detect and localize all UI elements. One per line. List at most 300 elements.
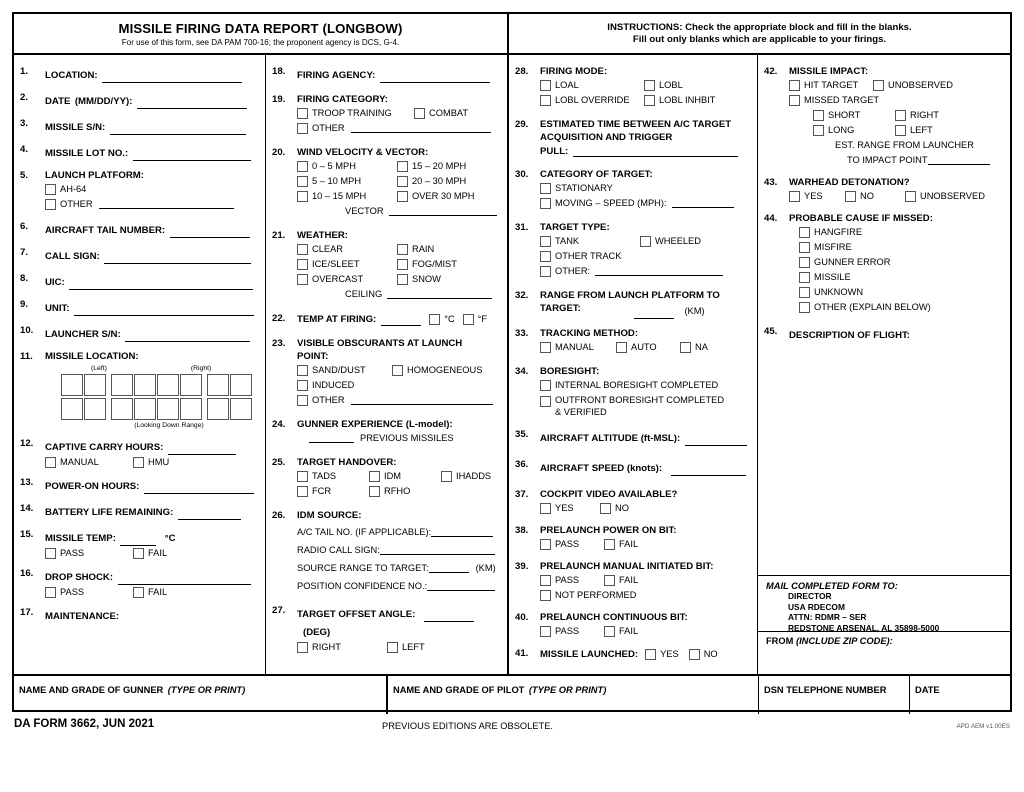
checkbox-icon[interactable] xyxy=(463,314,474,325)
est-range-input[interactable] xyxy=(928,153,990,165)
checkbox-option-auto[interactable] xyxy=(616,340,680,355)
field-prelaunch-manual-initiated-bit xyxy=(515,560,751,603)
checkbox-option-celsius[interactable] xyxy=(429,312,454,327)
checkbox-option-tads[interactable] xyxy=(297,469,369,484)
checkbox-icon[interactable] xyxy=(297,274,308,285)
checkbox-icon[interactable] xyxy=(441,471,452,482)
checkbox-icon[interactable] xyxy=(45,457,56,468)
checkbox-icon[interactable] xyxy=(397,176,408,187)
option-label: LOBL INHBIT xyxy=(659,95,716,105)
checkbox-option-unknown[interactable] xyxy=(799,285,863,300)
checkbox-icon[interactable] xyxy=(397,244,408,255)
checkbox-option-hangfire[interactable] xyxy=(799,225,862,240)
checkbox-option-overcast[interactable] xyxy=(297,272,397,287)
checkbox-icon[interactable] xyxy=(397,274,408,285)
firing-agency-input[interactable] xyxy=(380,71,490,83)
checkbox-icon[interactable] xyxy=(297,244,308,255)
checkbox-icon[interactable] xyxy=(905,191,916,202)
checkbox-icon[interactable] xyxy=(45,548,56,559)
checkbox-icon[interactable] xyxy=(540,626,551,637)
position-confidence-label: POSITION CONFIDENCE NO.: xyxy=(297,581,428,591)
checkbox-icon[interactable] xyxy=(297,395,308,406)
checkbox-icon[interactable] xyxy=(640,236,651,247)
captive-carry-hours-input[interactable] xyxy=(168,443,236,455)
checkbox-icon[interactable] xyxy=(680,342,691,353)
item-number: 4. xyxy=(20,144,29,155)
field-launcher-sn xyxy=(20,324,259,342)
unit-input[interactable] xyxy=(74,304,254,316)
missile-station-box[interactable] xyxy=(111,374,133,396)
missile-sn-input[interactable] xyxy=(110,123,246,135)
option-label: UNOBSERVED xyxy=(920,191,985,201)
checkbox-option-snow[interactable] xyxy=(397,272,441,287)
ceiling-input[interactable] xyxy=(387,287,492,299)
checkbox-option-induced[interactable] xyxy=(297,378,354,393)
location-input[interactable] xyxy=(102,71,242,83)
checkbox-option-manual[interactable] xyxy=(45,455,133,470)
mail-to-line-3: ATTN: RDMR – SER xyxy=(788,612,867,622)
item-number: 41. xyxy=(515,648,529,659)
checkbox-option-wind-5-10[interactable] xyxy=(297,174,397,189)
option-label: FAIL xyxy=(619,575,639,585)
checkbox-icon[interactable] xyxy=(540,396,551,407)
checkbox-icon[interactable] xyxy=(604,539,615,550)
missile-station-box[interactable] xyxy=(157,398,179,420)
instructions-line-2: Fill out only blanks which are applicable to your firings. xyxy=(632,34,887,45)
checkbox-option-ah64[interactable] xyxy=(45,182,86,197)
item-number: 19. xyxy=(272,94,286,105)
field-label: CATEGORY OF TARGET: xyxy=(540,169,653,180)
checkbox-icon[interactable] xyxy=(895,125,906,136)
checkbox-icon[interactable] xyxy=(799,242,810,253)
checkbox-option-lobl-override[interactable] xyxy=(540,93,644,108)
field-firing-agency xyxy=(272,65,501,83)
checkbox-icon[interactable] xyxy=(799,227,810,238)
missile-station-box[interactable] xyxy=(207,398,229,420)
checkbox-option-no[interactable] xyxy=(600,501,629,516)
missile-station-box[interactable] xyxy=(111,398,133,420)
field-label: GUNNER EXPERIENCE (L-model): xyxy=(297,419,453,430)
checkbox-option-fail[interactable] xyxy=(604,624,638,639)
item-number: 34. xyxy=(515,366,529,377)
option-label: OVER 30 MPH xyxy=(412,191,475,201)
option-label: 10 – 15 MPH xyxy=(312,191,367,201)
checkbox-icon[interactable] xyxy=(133,587,144,598)
option-label: ICE/SLEET xyxy=(312,259,360,269)
checkbox-option-fail[interactable] xyxy=(604,573,638,588)
option-label: OTHER: xyxy=(555,266,591,276)
checkbox-icon[interactable] xyxy=(689,649,700,660)
missile-station-box[interactable] xyxy=(84,374,106,396)
field-label: IDM SOURCE: xyxy=(297,510,362,521)
checkbox-option-loal[interactable] xyxy=(540,78,644,93)
checkbox-option-combat[interactable] xyxy=(414,106,468,121)
field-label: PRELAUNCH CONTINUOUS BIT: xyxy=(540,612,688,623)
option-label: FAIL xyxy=(619,539,639,549)
moving-speed-input[interactable] xyxy=(672,196,734,208)
checkbox-option-left[interactable] xyxy=(895,123,933,138)
checkbox-option-other[interactable] xyxy=(297,121,345,136)
option-label: NO xyxy=(615,503,629,513)
aircraft-tail-number-input[interactable] xyxy=(170,226,250,238)
checkbox-icon[interactable] xyxy=(387,642,398,653)
drop-shock-input[interactable] xyxy=(118,573,251,585)
checkbox-icon[interactable] xyxy=(397,161,408,172)
field-description-of-flight xyxy=(764,325,1004,343)
checkbox-icon[interactable] xyxy=(604,626,615,637)
field-maintenance xyxy=(20,606,259,624)
checkbox-option-other[interactable] xyxy=(540,264,590,279)
field-label: LAUNCH PLATFORM: xyxy=(45,170,144,181)
field-tracking-method xyxy=(515,327,751,355)
option-label: NA xyxy=(695,342,708,352)
checkbox-icon[interactable] xyxy=(799,257,810,268)
checkbox-option-pass[interactable] xyxy=(540,624,604,639)
checkbox-icon[interactable] xyxy=(799,302,810,313)
option-label: MOVING – SPEED (MPH): xyxy=(555,198,667,208)
option-label: OTHER xyxy=(312,395,345,405)
checkbox-option-misfire[interactable] xyxy=(799,240,852,255)
checkbox-icon[interactable] xyxy=(369,486,380,497)
checkbox-icon[interactable] xyxy=(297,471,308,482)
item-number: 2. xyxy=(20,92,29,103)
checkbox-icon[interactable] xyxy=(133,548,144,559)
checkbox-icon[interactable] xyxy=(45,199,56,210)
field-label: MISSILE LAUNCHED: xyxy=(540,649,639,660)
checkbox-icon[interactable] xyxy=(644,80,655,91)
checkbox-option-other[interactable] xyxy=(297,393,345,408)
uic-input[interactable] xyxy=(69,278,253,290)
checkbox-option-wheeled[interactable] xyxy=(640,234,701,249)
checkbox-icon[interactable] xyxy=(297,642,308,653)
checkbox-icon[interactable] xyxy=(813,110,824,121)
option-label: SHORT xyxy=(828,110,861,120)
previous-missiles-input[interactable] xyxy=(309,431,354,443)
form-frame xyxy=(12,12,1012,712)
target-type-other-input[interactable] xyxy=(595,264,723,276)
checkbox-icon[interactable] xyxy=(540,80,551,91)
column-4-items xyxy=(758,55,1010,576)
pilot-name-cell[interactable] xyxy=(388,676,759,714)
checkbox-icon[interactable] xyxy=(540,539,551,550)
checkbox-option-yes[interactable] xyxy=(789,189,845,204)
missile-station-box[interactable] xyxy=(230,374,252,396)
vector-label: VECTOR xyxy=(345,206,384,216)
aircraft-speed-input[interactable] xyxy=(671,464,746,476)
missile-station-box[interactable] xyxy=(157,374,179,396)
item-number: 6. xyxy=(20,221,29,232)
checkbox-icon[interactable] xyxy=(616,342,627,353)
pull-input[interactable] xyxy=(573,145,738,157)
field-label: VISIBLE OBSCURANTS AT LAUNCH POINT: xyxy=(297,338,463,362)
checkbox-icon[interactable] xyxy=(429,314,440,325)
temp-at-firing-input[interactable] xyxy=(381,314,421,326)
checkbox-icon[interactable] xyxy=(604,575,615,586)
field-cockpit-video xyxy=(515,488,751,516)
missile-station-box[interactable] xyxy=(134,398,156,420)
checkbox-option-long[interactable] xyxy=(813,123,895,138)
checkbox-option-other-track[interactable] xyxy=(540,249,621,264)
checkbox-option-sand-dust[interactable] xyxy=(297,363,392,378)
checkbox-icon[interactable] xyxy=(645,649,656,660)
range-to-target-unit: (KM) xyxy=(684,306,705,316)
checkbox-option-short[interactable] xyxy=(813,108,895,123)
checkbox-icon[interactable] xyxy=(297,486,308,497)
field-label: TARGET TYPE: xyxy=(540,222,610,233)
checkbox-option-wind-over-30[interactable] xyxy=(397,189,475,204)
checkbox-icon[interactable] xyxy=(392,365,403,376)
gunner-name-label: NAME AND GRADE OF GUNNER xyxy=(19,685,164,695)
ac-tail-no-input[interactable] xyxy=(431,525,493,537)
checkbox-icon[interactable] xyxy=(540,183,551,194)
source-range-label: SOURCE RANGE TO TARGET: xyxy=(297,563,429,573)
missile-temp-input[interactable] xyxy=(120,534,156,546)
firing-category-other-input[interactable] xyxy=(351,121,491,133)
field-label: MISSILE LOT NO.: xyxy=(45,148,129,159)
checkbox-option-rfho[interactable] xyxy=(369,484,410,499)
checkbox-option-not-performed[interactable] xyxy=(540,588,636,603)
checkbox-icon[interactable] xyxy=(540,236,551,247)
checkbox-option-no[interactable] xyxy=(845,189,905,204)
checkbox-option-yes[interactable] xyxy=(540,501,600,516)
checkbox-option-pass[interactable] xyxy=(45,546,133,561)
checkbox-option-fail[interactable] xyxy=(604,537,638,552)
missile-station-box[interactable] xyxy=(207,374,229,396)
missile-location-row-1 xyxy=(61,374,277,396)
checkbox-option-moving[interactable] xyxy=(540,196,667,211)
checkbox-option-na[interactable] xyxy=(680,340,708,355)
source-range-input[interactable] xyxy=(429,561,469,573)
checkbox-option-rain[interactable] xyxy=(397,242,434,257)
date-input[interactable] xyxy=(137,97,247,109)
checkbox-icon[interactable] xyxy=(133,457,144,468)
checkbox-option-fail[interactable] xyxy=(133,546,167,561)
missile-station-box[interactable] xyxy=(61,374,83,396)
item-number: 11. xyxy=(20,351,33,362)
checkbox-option-missed-target[interactable] xyxy=(789,93,879,108)
missile-station-box[interactable] xyxy=(61,398,83,420)
est-range-note-1: EST. RANGE FROM LAUNCHER xyxy=(835,140,974,150)
missile-station-box[interactable] xyxy=(180,398,202,420)
missile-station-box[interactable] xyxy=(134,374,156,396)
checkbox-option-wind-0-5[interactable] xyxy=(297,159,397,174)
option-label: COMBAT xyxy=(429,108,469,118)
checkbox-option-unobserved[interactable] xyxy=(905,189,985,204)
checkbox-option-fog-mist[interactable] xyxy=(397,257,457,272)
option-label: NO xyxy=(703,649,718,659)
checkbox-option-ihadds[interactable] xyxy=(441,469,491,484)
item-number: 13. xyxy=(20,477,34,488)
field-label: TRACKING METHOD: xyxy=(540,328,639,339)
checkbox-icon[interactable] xyxy=(369,471,380,482)
power-on-hours-input[interactable] xyxy=(144,482,254,494)
checkbox-icon[interactable] xyxy=(540,590,551,601)
option-label: TANK xyxy=(555,236,580,246)
item-number: 31. xyxy=(515,222,529,233)
field-battery-life-remaining xyxy=(20,502,259,520)
checkbox-icon[interactable] xyxy=(540,575,551,586)
gunner-name-cell[interactable] xyxy=(14,676,388,714)
checkbox-icon[interactable] xyxy=(397,259,408,270)
header-title-block xyxy=(14,14,509,53)
from-address-block[interactable] xyxy=(758,632,1010,675)
checkbox-icon[interactable] xyxy=(799,272,810,283)
checkbox-option-lobl[interactable] xyxy=(644,78,683,93)
form-footer xyxy=(12,718,1012,740)
checkbox-icon[interactable] xyxy=(297,176,308,187)
checkbox-icon[interactable] xyxy=(297,259,308,270)
option-label: RIGHT xyxy=(312,642,341,652)
option-label: TROOP TRAINING xyxy=(312,108,392,118)
checkbox-option-internal-boresight[interactable] xyxy=(540,378,718,393)
checkbox-option-wind-20-30[interactable] xyxy=(397,174,466,189)
checkbox-option-missile[interactable] xyxy=(799,270,851,285)
checkbox-icon[interactable] xyxy=(540,380,551,391)
target-offset-angle-input[interactable] xyxy=(424,610,474,622)
checkbox-option-hmu[interactable] xyxy=(133,455,169,470)
checkbox-icon[interactable] xyxy=(297,365,308,376)
checkbox-icon[interactable] xyxy=(297,123,308,134)
checkbox-icon[interactable] xyxy=(297,161,308,172)
checkbox-icon[interactable] xyxy=(789,95,800,106)
checkbox-option-manual[interactable] xyxy=(540,340,616,355)
range-to-target-input[interactable] xyxy=(634,307,674,319)
field-label: BORESIGHT: xyxy=(540,366,600,377)
checkbox-icon[interactable] xyxy=(297,191,308,202)
checkbox-option-hit-target[interactable] xyxy=(789,78,873,93)
checkbox-option-right[interactable] xyxy=(297,640,387,655)
checkbox-icon[interactable] xyxy=(644,95,655,106)
checkbox-option-pass[interactable] xyxy=(45,585,133,600)
checkbox-icon[interactable] xyxy=(45,184,56,195)
option-label: OTHER xyxy=(60,199,93,209)
item-number: 35. xyxy=(515,429,529,440)
checkbox-option-fahrenheit[interactable] xyxy=(463,312,487,327)
checkbox-icon[interactable] xyxy=(540,95,551,106)
checkbox-option-unobserved[interactable] xyxy=(873,78,953,93)
radio-call-sign-input[interactable] xyxy=(380,543,495,555)
checkbox-option-right[interactable] xyxy=(895,108,939,123)
checkbox-option-idm[interactable] xyxy=(369,469,441,484)
item-number: 12. xyxy=(20,438,34,449)
checkbox-icon[interactable] xyxy=(789,80,800,91)
position-confidence-input[interactable] xyxy=(427,579,495,591)
option-label: UNKNOWN xyxy=(814,287,864,297)
dsn-telephone-cell[interactable] xyxy=(759,676,910,714)
item-number: 45. xyxy=(764,326,778,337)
header-instructions-block xyxy=(509,14,1010,53)
checkbox-option-lobl-inhbit[interactable] xyxy=(644,93,716,108)
checkbox-icon[interactable] xyxy=(540,342,551,353)
checkbox-option-tank[interactable] xyxy=(540,234,640,249)
checkbox-option-fail[interactable] xyxy=(133,585,167,600)
checkbox-icon[interactable] xyxy=(297,108,308,119)
item-number: 38. xyxy=(515,525,529,536)
call-sign-input[interactable] xyxy=(104,252,251,264)
option-label: YES xyxy=(660,649,679,659)
field-label: DROP SHOCK: xyxy=(45,572,114,583)
checkbox-icon[interactable] xyxy=(540,503,551,514)
item-number: 20. xyxy=(272,147,286,158)
checkbox-option-pass[interactable] xyxy=(540,537,604,552)
option-label: INDUCED xyxy=(312,380,355,390)
battery-life-input[interactable] xyxy=(178,508,241,520)
launch-platform-other-input[interactable] xyxy=(99,197,234,209)
mail-to-header: MAIL COMPLETED FORM TO: xyxy=(766,581,898,591)
option-label: YES xyxy=(555,503,574,513)
missile-lot-no-input[interactable] xyxy=(133,149,251,161)
field-label: MISSILE LOCATION: xyxy=(45,351,139,362)
checkbox-option-wind-10-15[interactable] xyxy=(297,189,397,204)
option-label: STATIONARY xyxy=(555,183,613,193)
checkbox-icon[interactable] xyxy=(845,191,856,202)
missile-station-box[interactable] xyxy=(84,398,106,420)
gunner-name-note: (TYPE OR PRINT) xyxy=(167,685,246,695)
checkbox-option-homogeneous[interactable] xyxy=(392,363,482,378)
obscurants-other-input[interactable] xyxy=(351,393,493,405)
checkbox-option-yes[interactable] xyxy=(645,647,679,662)
checkbox-icon[interactable] xyxy=(540,251,551,262)
checkbox-option-clear[interactable] xyxy=(297,242,397,257)
checkbox-option-gunner-error[interactable] xyxy=(799,255,890,270)
missile-station-box[interactable] xyxy=(180,374,202,396)
checkbox-option-no[interactable] xyxy=(689,647,718,662)
item-number: 26. xyxy=(272,510,286,521)
checkbox-icon[interactable] xyxy=(873,80,884,91)
field-label: BATTERY LIFE REMAINING: xyxy=(45,507,174,518)
checkbox-icon[interactable] xyxy=(540,266,551,277)
checkbox-option-ice-sleet[interactable] xyxy=(297,257,397,272)
checkbox-icon[interactable] xyxy=(297,380,308,391)
checkbox-icon[interactable] xyxy=(813,125,824,136)
checkbox-option-troop-training[interactable] xyxy=(297,106,414,121)
field-label: FIRING MODE: xyxy=(540,66,608,77)
checkbox-icon[interactable] xyxy=(397,191,408,202)
option-label: UNOBSERVED xyxy=(888,80,953,90)
field-label: AIRCRAFT TAIL NUMBER: xyxy=(45,225,166,236)
aircraft-altitude-input[interactable] xyxy=(685,434,747,446)
checkbox-icon[interactable] xyxy=(45,587,56,598)
option-label: PASS xyxy=(555,575,580,585)
target-offset-angle-unit: (DEG) xyxy=(303,627,331,638)
date-label: DATE xyxy=(915,685,940,695)
checkbox-icon[interactable] xyxy=(414,108,425,119)
checkbox-icon[interactable] xyxy=(600,503,611,514)
dsn-telephone-label: DSN TELEPHONE NUMBER xyxy=(764,685,887,695)
option-label: MISSED TARGET xyxy=(804,95,880,105)
missile-station-box[interactable] xyxy=(230,398,252,420)
checkbox-option-other[interactable] xyxy=(45,197,93,212)
option-label: IHADDS xyxy=(456,471,492,481)
checkbox-option-pass[interactable] xyxy=(540,573,604,588)
date-cell[interactable] xyxy=(910,676,1010,714)
checkbox-icon[interactable] xyxy=(799,287,810,298)
vector-input[interactable] xyxy=(389,204,497,216)
checkbox-option-fcr[interactable] xyxy=(297,484,369,499)
checkbox-icon[interactable] xyxy=(895,110,906,121)
field-label: UNIT: xyxy=(45,303,70,314)
launcher-sn-input[interactable] xyxy=(125,330,250,342)
checkbox-option-stationary[interactable] xyxy=(540,181,613,196)
field-captive-carry-hours xyxy=(20,437,259,470)
field-drop-shock xyxy=(20,567,259,600)
option-label: OTHER (EXPLAIN BELOW) xyxy=(814,302,931,312)
checkbox-option-wind-15-20[interactable] xyxy=(397,159,466,174)
checkbox-icon[interactable] xyxy=(540,198,551,209)
checkbox-icon[interactable] xyxy=(789,191,800,202)
checkbox-option-other-explain[interactable] xyxy=(799,300,931,315)
checkbox-option-left[interactable] xyxy=(387,640,425,655)
